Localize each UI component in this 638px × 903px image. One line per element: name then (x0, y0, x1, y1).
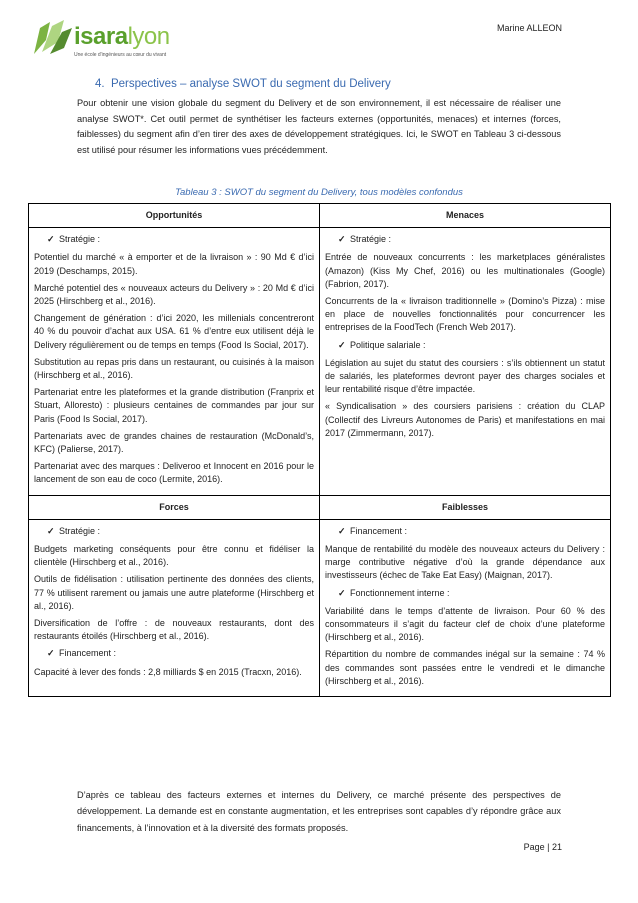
check-icon: ✓ (47, 648, 55, 659)
swot-entry: Concurrents de la « livraison traditionnelle » (Domino’s Pizza) : mise en place de nouvelles fonctionnalités pour concurrencer les entreprises de la FoodTech (French Web 2017). (325, 296, 605, 333)
author-name: Marine ALLEON (496, 23, 562, 33)
forces-header: Forces (29, 495, 320, 519)
conclusion-paragraph: D’après ce tableau des facteurs externes et internes du Delivery, ce marché présente des perspectives de développement. La demande est en constante augmentation, et les entreprises sont capables d’y répondre grâce aux financements, à l’innovation et à la diversité des formats proposés. (77, 790, 561, 833)
swot-entry: Capacité à lever des fonds : 2,8 milliards $ en 2015 (Tracxn, 2016). (34, 666, 302, 677)
swot-entry: Manque de rentabilité du modèle des nouveaux acteurs du Delivery : marge contributive négative d’où la grande dépendance aux investisseurs (échec de Take Eat Easy) (Maignan, 2017). (325, 544, 605, 581)
check-icon: ✓ (47, 525, 55, 536)
opportunites-header: Opportunités (29, 204, 320, 228)
intro-paragraph: Pour obtenir une vision globale du segment du Delivery et de son environnement, il est nécessaire de réaliser une analyse SWOT*. Cet outil permet de synthétiser les facteurs externes (opportunités, menaces) et internes (forces, faiblesses) du segment afin d’en tirer des axes de développement stratégiques. Ici, le SWOT en Tableau 3 ci-dessous est utilisé pour résumer les informations vues précédemment. (77, 98, 561, 155)
swot-entry: Changement de génération : d’ici 2020, les millenials concentreront 40 % du pouvoir d’achat aux USA. 61 % d’entre eux utilisent déjà le Delivery régulièrement ou de temps en temps (Food Is Social, 2017). (34, 313, 314, 350)
faiblesses-cell (320, 519, 611, 696)
isara-lyon-logo (30, 18, 170, 64)
swot-entry: Législation au sujet du statut des coursiers : s’ils obtiennent un statut de salariés, les plateformes devront payer des charges sociales et leur rentabilité risque d’être impactée. (325, 357, 605, 395)
check-icon: ✓ (338, 587, 346, 598)
check-icon: ✓ (47, 234, 55, 245)
swot-entry: Diversification de l’offre : de nouveaux restaurants, dont des restaurants étoilés (Hirschberg et al., 2016). (34, 618, 314, 642)
swot-entry: Partenariat avec des marques : Deliveroo et Innocent en 2016 pour le lancement de son eau de coco (Lermite, 2016). (34, 461, 314, 485)
swot-entry: Outils de fidélisation : utilisation pertinente des données des clients, 77 % utilisent rarement ou jamais une autre plateforme (Hirschberg et al., 2016). (34, 574, 314, 611)
menaces-header: Menaces (320, 204, 611, 228)
swot-entry: Entrée de nouveaux concurrents : les marketplaces généralistes (Amazon) (Kiss My Chef, 2016) ou les multinationales (Google) (Fabrion, 2017). (325, 252, 605, 289)
swot-entry: Répartition du nombre de commandes inégal sur la semaine : 74 % des commandes sont passées entre le vendredi et le dimanche (Hirschberg et al., 2016). (325, 649, 605, 686)
section-title: 4. Perspectives – analyse SWOT du segment du Delivery (95, 78, 391, 90)
page-number: Page | 21 (523, 842, 562, 852)
check-item: ✓ Financement : (338, 525, 605, 538)
check-item: ✓ Stratégie : (338, 233, 605, 246)
check-icon: ✓ (338, 234, 346, 245)
check-item: ✓ Politique salariale : (338, 339, 605, 352)
table-caption: Tableau 3 : SWOT du segment du Delivery, tous modèles confondus (175, 187, 463, 198)
forces-cell (29, 519, 320, 696)
check-icon: ✓ (338, 525, 346, 536)
swot-entry: Budgets marketing conséquents pour être connu et fidéliser la clientèle (Hirschberg et al., 2016). (34, 544, 314, 568)
check-item: ✓ Fonctionnement interne : (338, 587, 605, 600)
menaces-cell (320, 228, 611, 495)
swot-entry: Marché potentiel des « nouveaux acteurs du Delivery » : 20 Md € d’ici 2025 (Hirschberg et al., 2016). (34, 282, 314, 307)
logo-tagline: Une école d'ingénieurs au cœur du vivant (74, 52, 167, 58)
faiblesses-header: Faiblesses (320, 495, 611, 519)
swot-entry: Potentiel du marché « à emporter et de la livraison » : 90 Md € d’ici 2019 (Deschamps, 2015). (34, 252, 314, 276)
swot-table (28, 203, 611, 697)
swot-entry: Substitution au repas pris dans un restaurant, ou cuisinés à la maison (Hirschberg et al., 2016). (34, 356, 314, 381)
check-item: ✓ Financement : (47, 647, 314, 660)
swot-entry: Partenariats avec de grandes chaines de restauration (McDonald’s, KFC) (Palierse, 2017). (34, 430, 314, 455)
logo-leaf-icon (30, 18, 74, 58)
check-item: ✓ Stratégie : (47, 525, 314, 538)
swot-entry: Variabilité dans le temps d’attente de livraison. Pour 60 % des consommateurs il s’agit du facteur clef de choix d’une plateforme (Hirschberg et al., 2016). (325, 605, 605, 643)
check-item: ✓ Stratégie : (47, 233, 314, 246)
opportunites-cell (29, 228, 320, 495)
check-icon: ✓ (338, 339, 346, 350)
swot-entry: Partenariat entre les plateformes et la grande distribution (Franprix et Stuart, Alloresto) : plusieurs centaines de commandes par jour sur Paris (Food Is Social, 2017). (34, 387, 314, 424)
swot-entry: « Syndicalisation » des coursiers parisiens : création du CLAP (Collectif des Livreurs Autonomes de Paris) et manifestations en mai 2017 (Zimmermann, 2017). (325, 401, 605, 438)
logo-wordmark: isaralyon (74, 23, 170, 50)
